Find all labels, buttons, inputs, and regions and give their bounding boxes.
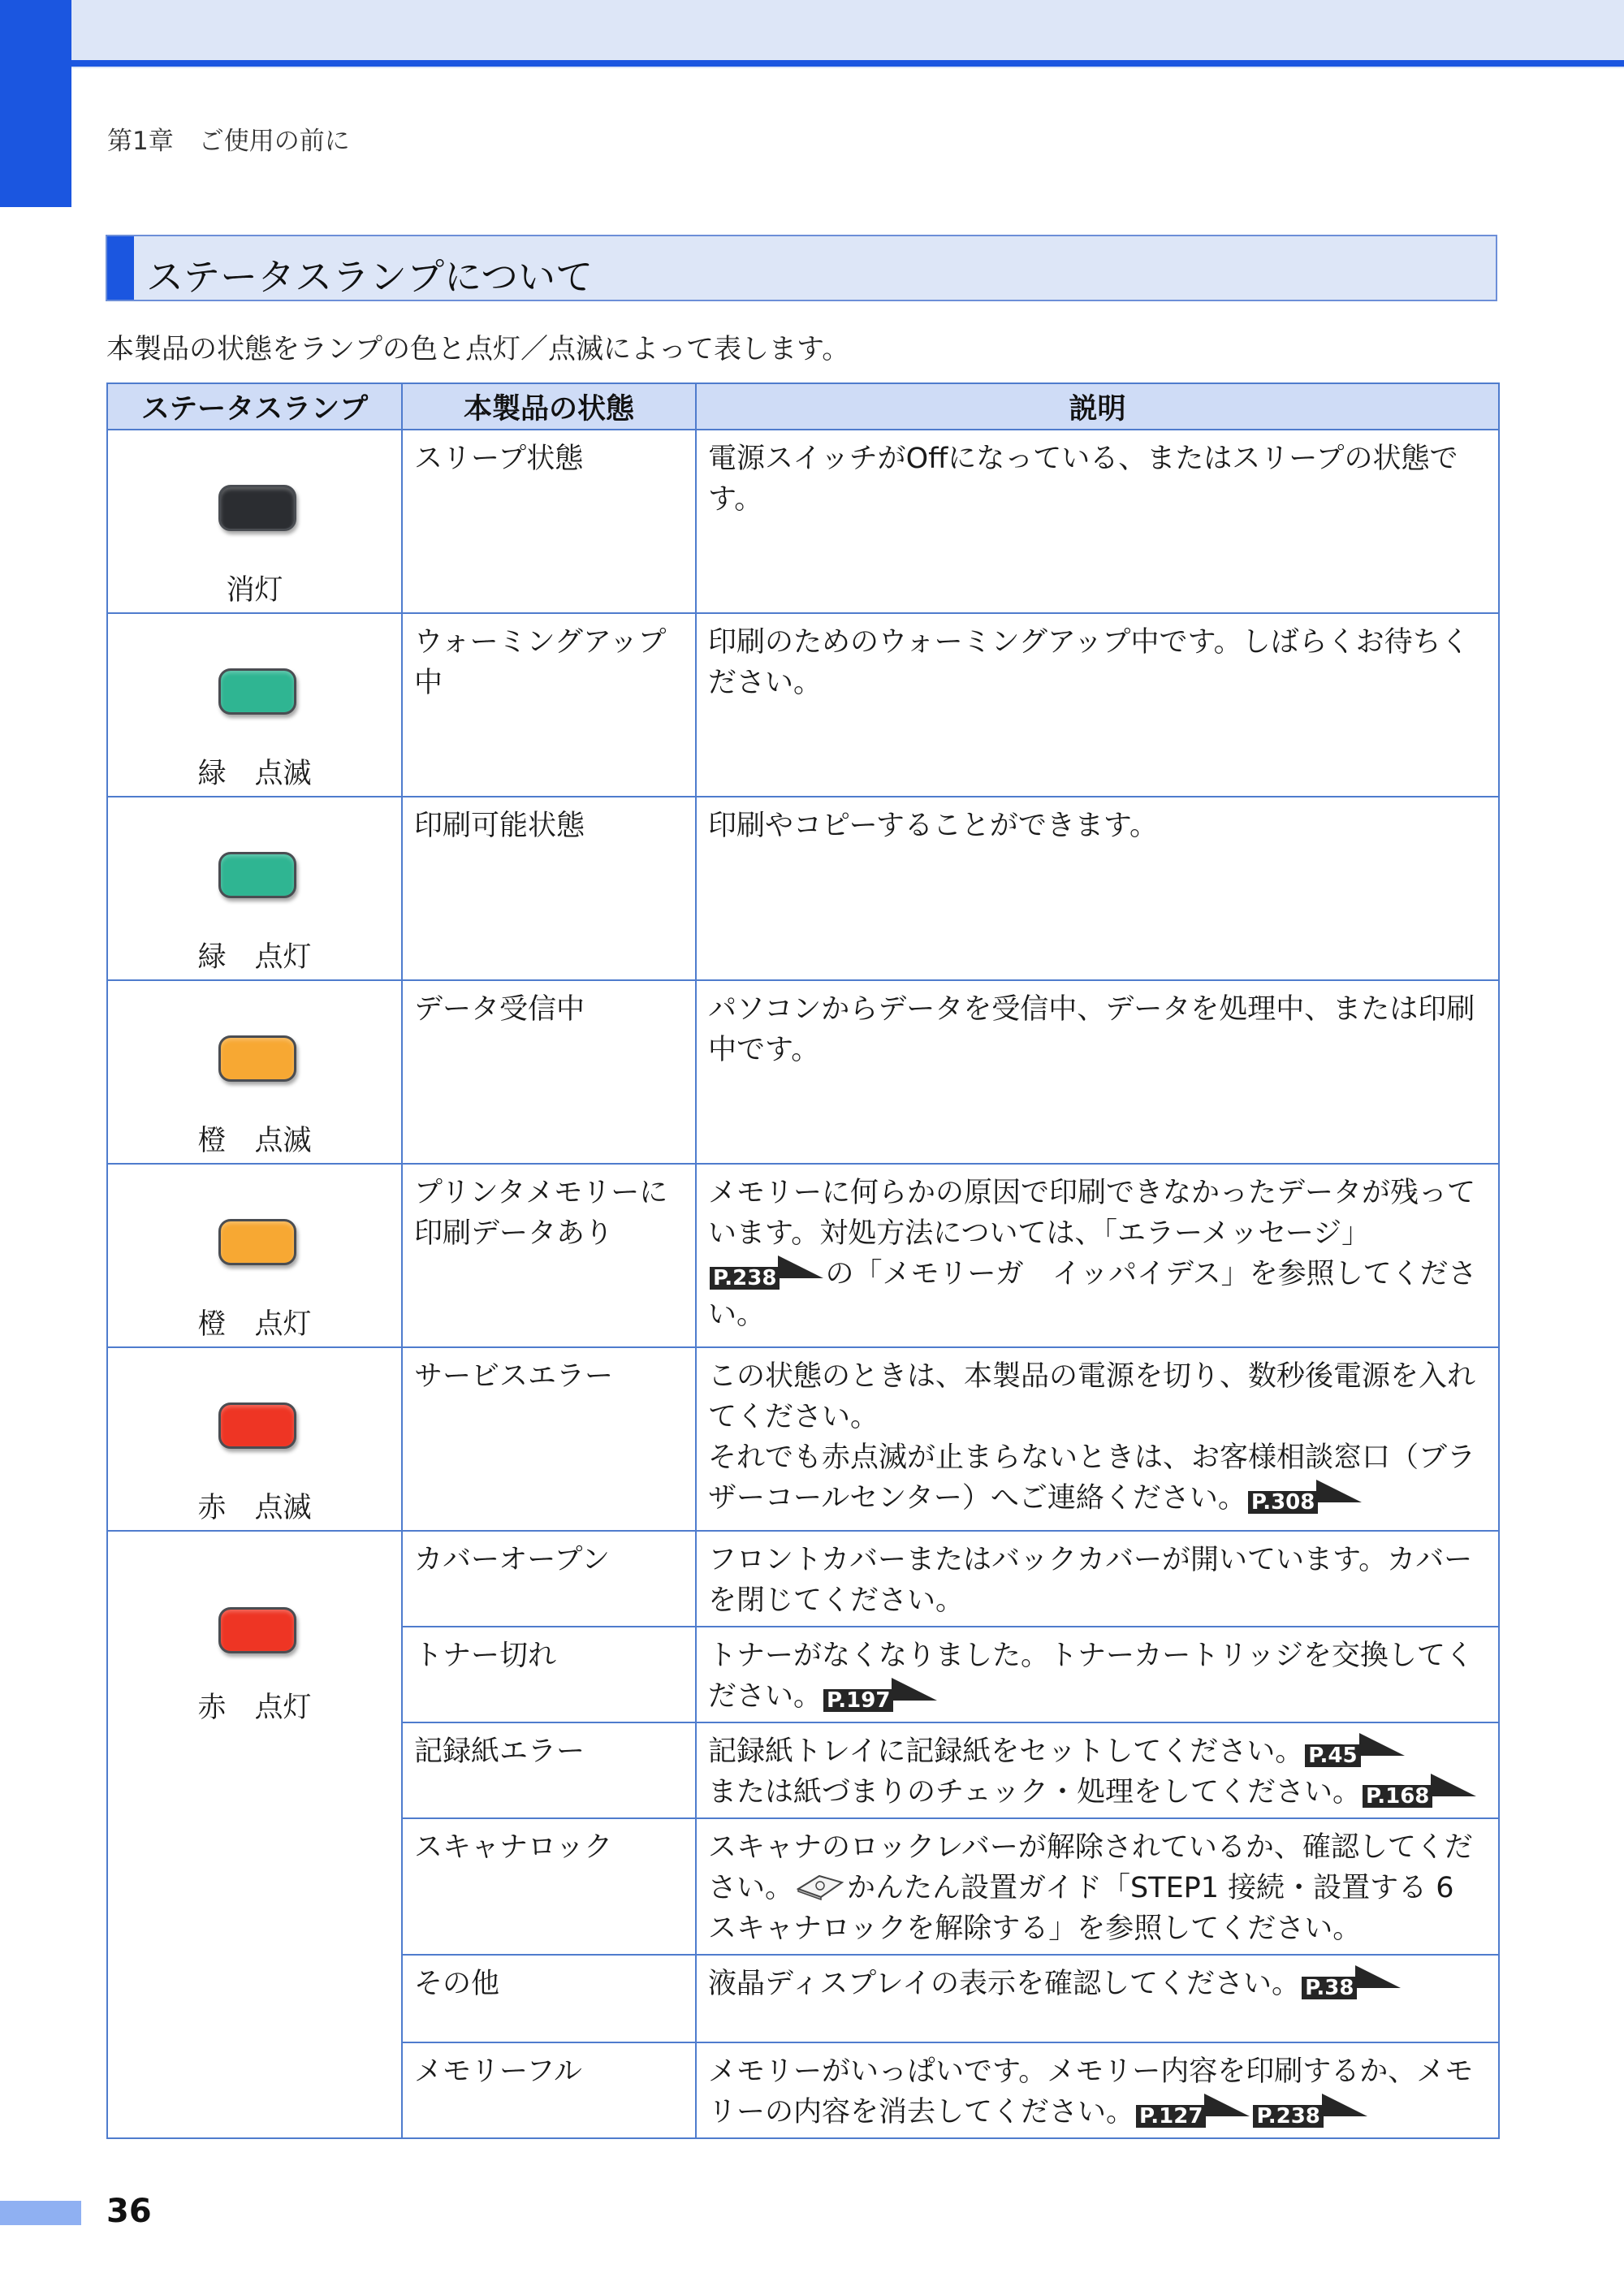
status-lamp-table bbox=[106, 382, 1500, 2139]
description-text: パソコンからデータを受信中、データを処理中、または印刷中です。 bbox=[708, 993, 1475, 1066]
page-ref-label: P.308 bbox=[1248, 1491, 1318, 1514]
lamp-cell bbox=[107, 1347, 402, 1531]
lamp-label: 橙 点灯 bbox=[197, 1308, 312, 1341]
page-ref-label: P.127 bbox=[1136, 2105, 1206, 2128]
page-ref-badge[interactable] bbox=[710, 1256, 823, 1290]
header-device-state: 本製品の状態 bbox=[402, 383, 696, 430]
lamp-orange-icon bbox=[218, 1035, 296, 1082]
lamp-cell bbox=[107, 797, 402, 980]
page-ref-badge[interactable] bbox=[1363, 1774, 1476, 1809]
page-number: 36 bbox=[106, 2193, 152, 2230]
description-cell bbox=[696, 1164, 1499, 1347]
page-ref-arrow-icon bbox=[892, 1670, 937, 1701]
lamp-off-icon bbox=[218, 485, 296, 531]
table-row bbox=[107, 430, 1499, 613]
table-row bbox=[107, 980, 1499, 1164]
lamp-label: 橙 点滅 bbox=[197, 1125, 312, 1157]
page-ref-badge[interactable] bbox=[1248, 1480, 1362, 1515]
lamp-label: 赤 点滅 bbox=[197, 1492, 312, 1524]
header-band bbox=[0, 0, 1624, 68]
lamp-cell bbox=[107, 613, 402, 797]
table-row bbox=[107, 1347, 1499, 1531]
lamp-green-icon bbox=[218, 852, 296, 898]
state-cell: スリープ状態 bbox=[402, 430, 696, 613]
table-row bbox=[107, 613, 1499, 797]
page-ref-badge[interactable] bbox=[1253, 2094, 1367, 2129]
heading-accent-bar bbox=[107, 236, 134, 300]
section-title: ステータスランプについて bbox=[146, 255, 594, 299]
state-cell: ウォーミングアップ中 bbox=[402, 613, 696, 797]
page-ref-label: P.238 bbox=[1253, 2105, 1323, 2128]
description-cell bbox=[696, 1627, 1499, 1722]
state-cell: メモリーフル bbox=[402, 2042, 696, 2138]
chapter-title: 第1章 ご使用の前に bbox=[107, 127, 350, 156]
lamp-cell bbox=[107, 980, 402, 1164]
header-status-lamp: ステータスランプ bbox=[107, 383, 402, 430]
page-ref-arrow-icon bbox=[1359, 1725, 1405, 1756]
page-ref-arrow-icon bbox=[1322, 2085, 1367, 2116]
state-cell: その他 bbox=[402, 1955, 696, 2042]
lamp-cell bbox=[107, 1531, 402, 2138]
page-ref-label: P.38 bbox=[1302, 1977, 1357, 1999]
description-text: の「メモリーガ イッパイデス」を参照してください。 bbox=[708, 1258, 1477, 1331]
description-text: または紙づまりのチェック・処理をしてください。 bbox=[708, 1776, 1361, 1809]
page-ref-arrow-icon bbox=[778, 1247, 823, 1278]
page-ref-arrow-icon bbox=[1204, 2085, 1250, 2116]
page-ref-badge[interactable] bbox=[823, 1678, 937, 1713]
header-rule bbox=[0, 60, 1624, 67]
chapter-side-tab bbox=[0, 0, 71, 207]
state-cell: 記録紙エラー bbox=[402, 1722, 696, 1818]
state-cell: プリンタメモリーに印刷データあり bbox=[402, 1164, 696, 1347]
description-cell bbox=[696, 1955, 1499, 2042]
lamp-red-icon bbox=[218, 1402, 296, 1449]
description-cell bbox=[696, 980, 1499, 1164]
page-ref-badge[interactable] bbox=[1136, 2094, 1250, 2129]
lamp-cell bbox=[107, 430, 402, 613]
description-cell bbox=[696, 1818, 1499, 1955]
description-text: スキャナのロックレバーが解除されているか、確認してください。 bbox=[708, 1831, 1473, 1904]
lamp-label: 緑 点滅 bbox=[197, 758, 312, 790]
page-ref-label: P.45 bbox=[1305, 1744, 1360, 1767]
state-cell: カバーオープン bbox=[402, 1531, 696, 1627]
page-ref-label: P.168 bbox=[1363, 1785, 1432, 1808]
description-text: 印刷やコピーすることができます。 bbox=[708, 810, 1159, 842]
description-cell bbox=[696, 1531, 1499, 1627]
header-description: 説明 bbox=[696, 383, 1499, 430]
description-text: この状態のときは、本製品の電源を切り、数秒後電源を入れてください。 bbox=[708, 1360, 1476, 1433]
lamp-orange-icon bbox=[218, 1219, 296, 1265]
setup-guide-book-icon bbox=[795, 1871, 845, 1900]
page-ref-label: P.197 bbox=[823, 1689, 893, 1712]
table-header-row bbox=[107, 383, 1499, 430]
description-text: メモリーに何らかの原因で印刷できなかったデータが残っています。対処方法については、「エラーメッセージ」 bbox=[708, 1177, 1476, 1250]
lamp-label: 消灯 bbox=[226, 574, 283, 607]
description-cell bbox=[696, 1347, 1499, 1531]
page-ref-arrow-icon bbox=[1355, 1957, 1401, 1988]
description-cell bbox=[696, 613, 1499, 797]
description-text: それでも赤点滅が止まらないときは、お客様相談窓口（ブラザーコールセンター）へご連絡ください。 bbox=[708, 1441, 1476, 1515]
state-cell: スキャナロック bbox=[402, 1818, 696, 1955]
page-ref-arrow-icon bbox=[1316, 1472, 1362, 1502]
page-ref-badge[interactable] bbox=[1305, 1733, 1404, 1768]
description-cell bbox=[696, 2042, 1499, 2138]
description-text: 記録紙トレイに記録紙をセットしてください。 bbox=[708, 1735, 1304, 1768]
description-text: フロントカバーまたはバックカバーが開いています。カバーを閉じてください。 bbox=[708, 1544, 1473, 1617]
page-ref-badge[interactable] bbox=[1302, 1965, 1401, 2000]
description-text: トナーがなくなりました。トナーカートリッジを交換してください。 bbox=[708, 1640, 1474, 1713]
lamp-green-icon bbox=[218, 668, 296, 715]
table-row bbox=[107, 1164, 1499, 1347]
lamp-label: 緑 点灯 bbox=[197, 941, 312, 974]
state-cell: トナー切れ bbox=[402, 1627, 696, 1722]
lamp-label: 赤 点灯 bbox=[197, 1692, 312, 1724]
state-cell: サービスエラー bbox=[402, 1347, 696, 1531]
lamp-cell bbox=[107, 1164, 402, 1347]
page-ref-arrow-icon bbox=[1431, 1766, 1476, 1796]
description-cell bbox=[696, 1722, 1499, 1818]
state-cell: データ受信中 bbox=[402, 980, 696, 1164]
description-text: メモリーがいっぱいです。メモリー内容を印刷するか、メモリーの内容を消去してください。 bbox=[708, 2055, 1474, 2129]
description-text: かんたん設置ガイド「STEP1 接続・設置する 6 スキャナロックを解除する」を参照してください。 bbox=[708, 1872, 1454, 1945]
lamp-red-icon bbox=[218, 1607, 296, 1653]
description-text: 液晶ディスプレイの表示を確認してください。 bbox=[708, 1968, 1301, 2000]
description-cell bbox=[696, 430, 1499, 613]
section-intro: 本製品の状態をランプの色と点灯／点滅によって表します。 bbox=[106, 333, 850, 365]
footer-tab bbox=[0, 2201, 81, 2225]
description-text: 印刷のためのウォーミングアップ中です。しばらくお待ちください。 bbox=[708, 626, 1470, 699]
table-row bbox=[107, 797, 1499, 980]
description-cell bbox=[696, 797, 1499, 980]
state-cell: 印刷可能状態 bbox=[402, 797, 696, 980]
description-text: 電源スイッチがOffになっている、またはスリープの状態です。 bbox=[708, 443, 1458, 516]
table-row bbox=[107, 1531, 1499, 1627]
page-ref-label: P.238 bbox=[710, 1267, 780, 1290]
section-heading bbox=[106, 235, 1497, 301]
